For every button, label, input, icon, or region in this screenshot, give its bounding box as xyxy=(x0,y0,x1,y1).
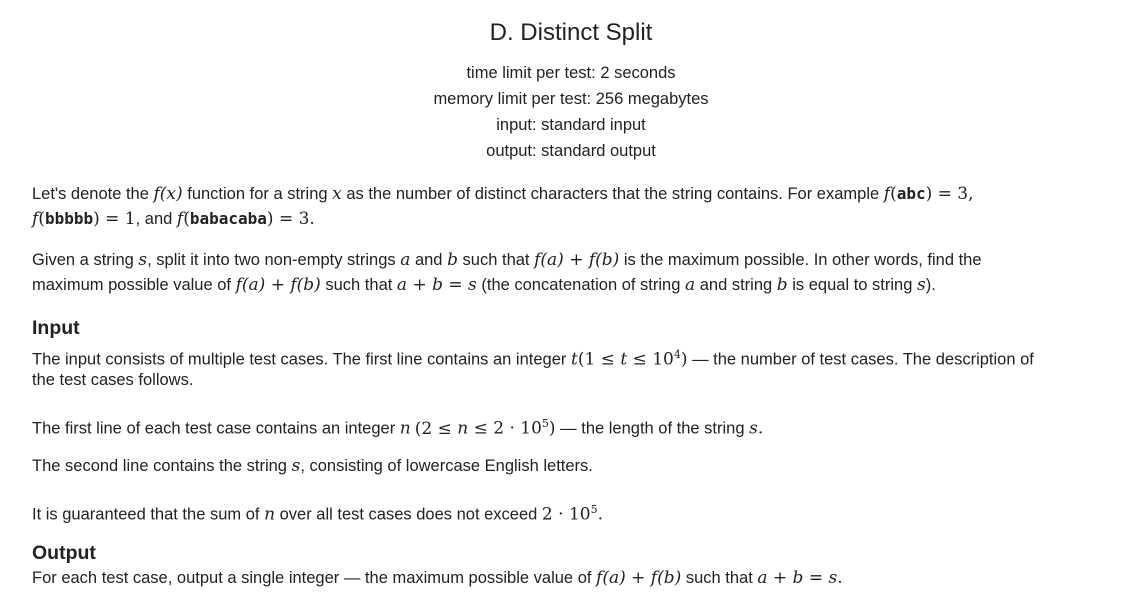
math-f: f xyxy=(176,209,184,229)
output-heading: Output xyxy=(32,542,96,564)
text: It is guaranteed that the sum of xyxy=(32,505,265,524)
text: The input consists of multiple test cases. The first line contains an integer xyxy=(32,350,571,369)
math-paren: ) xyxy=(680,349,688,370)
text: function for a string xyxy=(182,185,333,203)
math-a-plus-b-eq-s: a + b = s xyxy=(396,275,477,295)
math-eq: = 3. xyxy=(273,209,315,229)
text: over all test cases does not exceed xyxy=(275,505,542,524)
text: — the number of test cases. The description of xyxy=(687,350,1034,369)
memory-limit: memory limit per test: 256 megabytes xyxy=(433,90,709,108)
text: is the maximum possible. In other words, find the xyxy=(619,251,982,269)
math-range: (1 ≤ xyxy=(577,349,621,370)
text: such that xyxy=(320,276,397,294)
math-paren: ( xyxy=(890,184,897,204)
math-paren: ) xyxy=(93,209,100,229)
text: — the length of the string xyxy=(555,419,750,438)
math-n: n xyxy=(264,504,276,525)
math-exponent: 5 xyxy=(590,503,598,516)
math-range: ≤ 10 xyxy=(627,349,674,370)
text: (the concatenation of string xyxy=(476,276,685,294)
math-s: s. xyxy=(749,418,764,439)
statement-line-3 xyxy=(32,248,1114,272)
math-abc: abc xyxy=(896,184,926,203)
math-x: x xyxy=(332,184,342,204)
statement-line-1 xyxy=(32,182,1114,206)
text: Let's denote the xyxy=(32,185,154,203)
text: ). xyxy=(925,276,936,294)
text: The first line of each test case contains an integer xyxy=(32,419,400,438)
text: such that xyxy=(457,251,535,269)
problem-title: D. Distinct Split xyxy=(489,19,653,46)
text: For each test case, output a single integer — the maximum possible value of xyxy=(32,569,597,587)
math-f: f xyxy=(883,184,891,204)
input-line-4 xyxy=(32,454,1114,478)
input-heading: Input xyxy=(32,317,80,339)
math-fa-plus-fb: f(a) + f(b) xyxy=(596,568,682,588)
math-paren: ( xyxy=(38,209,45,229)
math-s: s xyxy=(138,250,148,270)
math-paren: ( xyxy=(183,209,190,229)
input-line-3 xyxy=(32,412,1114,441)
text: such that xyxy=(681,569,758,587)
text: is equal to string xyxy=(787,276,917,294)
math-bbbbb: bbbbb xyxy=(44,209,94,228)
math-fx: f(x) xyxy=(153,184,183,204)
math-exponent: 4 xyxy=(673,348,681,361)
input-line-2: the test cases follows. xyxy=(32,371,194,389)
math-a: a xyxy=(685,275,696,295)
math-a: a xyxy=(400,250,411,270)
statement-line-2 xyxy=(32,207,1114,231)
output-spec: output: standard output xyxy=(486,142,656,160)
math-n: n xyxy=(399,418,411,439)
math-paren: ) xyxy=(548,418,556,439)
math-value: 2 · 10 xyxy=(541,504,591,525)
text: , and xyxy=(135,210,177,228)
text: as the number of distinct characters that the string contains. For example xyxy=(341,185,884,203)
text: , split it into two non-empty strings xyxy=(147,251,401,269)
input-line-5 xyxy=(32,498,1114,527)
math-t: t xyxy=(570,349,578,370)
math-paren: ) xyxy=(266,209,274,229)
output-line-1 xyxy=(32,566,1114,590)
text: Given a string xyxy=(32,251,139,269)
math-s: s xyxy=(917,275,926,295)
math-range: ≤ 2 · 10 xyxy=(468,418,542,439)
math-period: . xyxy=(837,568,843,588)
input-spec: input: standard input xyxy=(496,116,646,134)
time-limit: time limit per test: 2 seconds xyxy=(466,64,676,82)
text: maximum possible value of xyxy=(32,276,236,294)
math-b: b xyxy=(776,275,788,295)
text: and xyxy=(410,251,448,269)
math-exponent: 5 xyxy=(541,417,549,430)
math-n: n xyxy=(457,418,469,439)
math-eq: = 1 xyxy=(99,209,136,229)
math-period: . xyxy=(597,504,603,525)
text: and string xyxy=(695,276,777,294)
math-babacaba: babacaba xyxy=(189,209,267,228)
math-a-plus-b-eq-s: a + b = s xyxy=(757,568,838,588)
math-b: b xyxy=(447,250,458,270)
math-t: t xyxy=(620,349,628,370)
math-eq: = 3, xyxy=(932,184,974,204)
math-f: f xyxy=(32,209,39,229)
math-s: s xyxy=(291,456,301,476)
math-paren: ) xyxy=(925,184,933,204)
statement-line-4 xyxy=(32,273,1114,297)
math-range: (2 ≤ xyxy=(414,418,458,439)
math-fa-plus-fb: f(a) + f(b) xyxy=(534,250,620,270)
text: , consisting of lowercase English letters. xyxy=(300,457,593,475)
text: The second line contains the string xyxy=(32,457,292,475)
math-fa-plus-fb: f(a) + f(b) xyxy=(235,275,321,295)
